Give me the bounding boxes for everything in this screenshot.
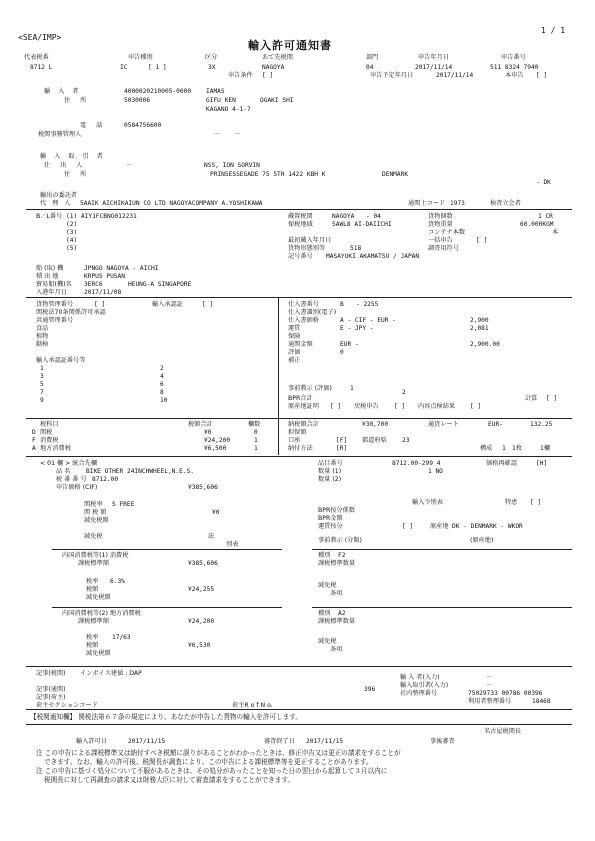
- local-qty-label: 課税標準数量: [318, 618, 356, 625]
- dest-office-label: あて先税関: [262, 54, 293, 61]
- bpr-label: BPR合計: [288, 395, 313, 402]
- perm-number-right: 4: [160, 373, 164, 380]
- remark-common-value: 396: [364, 686, 376, 693]
- arrive-date: 2017/11/08: [84, 289, 122, 296]
- local-amount-label: 税額: [86, 642, 99, 649]
- note2: 注 この申告に基づく処分について不服があるときは、その処分があったことを知った日の翌日から起算して３月以内に: [36, 767, 388, 775]
- loading-label: 積 出 地: [36, 273, 59, 280]
- consumption-type-label: 種別: [318, 552, 331, 559]
- origin-value: DK - DENMARK - WKOR: [452, 523, 523, 530]
- bl-entry: (2): [66, 221, 78, 228]
- post-label: 事後審査: [430, 738, 455, 745]
- tax-row-amount: ¥0: [204, 429, 212, 436]
- qty1-value: 1 NO: [428, 468, 443, 475]
- tax-amount-value: ¥0: [212, 509, 220, 516]
- user-no-label: 利用者整理番号: [468, 698, 512, 705]
- trader-label: 輸 入 取 引 者: [40, 153, 106, 160]
- reduce-label: 減免税額: [84, 517, 109, 524]
- sched-label: 別表: [226, 541, 239, 548]
- freight-label: 運賃: [288, 325, 301, 332]
- importer-addr-label: 住 所: [64, 97, 91, 104]
- loading-value: KRPUS PUSAN: [84, 273, 125, 280]
- broker-code-label: 通関士コード: [408, 200, 446, 207]
- adjust-label: 通関金額: [288, 341, 313, 348]
- bl-entry: (3): [66, 229, 78, 236]
- permit-label: 貨物管理番号: [36, 301, 74, 308]
- pay-value: [R]: [336, 445, 348, 452]
- local-amount-value: ¥6,530: [188, 642, 211, 649]
- notice-text: 【税関通知欄】 関税法第６７条の規定により、あなたが申告した貨物の輸入を許可します。: [30, 713, 302, 721]
- tax-divider: [278, 419, 279, 455]
- consignor-country: DENMARK: [382, 171, 409, 178]
- import-input-label: 輸 入 者(入力): [400, 674, 440, 681]
- decl-no: 511 8324 7940: [490, 64, 539, 71]
- arrive-label: 入港年月日: [36, 289, 67, 296]
- insurance-label: 保険: [288, 333, 301, 340]
- common-label: 共通管理番号: [36, 317, 74, 324]
- perm-number-right: 2: [160, 365, 164, 372]
- decl-date: 2017/11/14: [415, 64, 453, 71]
- cif-value: ¥385,606: [188, 484, 218, 491]
- price-label: 価格再確認: [486, 460, 517, 467]
- import-date-value: －: [486, 682, 493, 689]
- consignor-addr: PRINSESSEGADE 75 5TH 1422 KBH K: [210, 171, 326, 178]
- weight-value: 60.000KGM: [520, 221, 554, 228]
- agent-cd-label: 代表税番: [24, 54, 49, 61]
- dest-office-value: NAGOYA: [262, 64, 285, 71]
- consignor-dash: －: [126, 162, 133, 169]
- consumption-rate-value: 6.3%: [110, 578, 125, 585]
- storage-label: 蔵置税関: [288, 213, 313, 220]
- agent-name: 5AAIK AICHIKAIUN CO LTD NAGOYACOMPANY A.YOSHIKAWA: [80, 200, 263, 207]
- port-label: 口座: [288, 437, 301, 444]
- consignor-addr-label: 住 所: [64, 171, 91, 178]
- ref-label: 荷主R o f N o.: [232, 702, 273, 709]
- perm-number-left: 5: [40, 381, 44, 388]
- consumption-reduce-label: 減免税額: [86, 594, 111, 601]
- divider-shipment: [26, 297, 572, 298]
- qty2-label: 数量 (2): [318, 476, 342, 483]
- item-header: < 01 欄 > 統合先欄: [40, 460, 98, 467]
- invoice-price-label: 仕入書価格: [288, 317, 319, 324]
- invoice-elec-label: 仕入書識別(電子): [288, 309, 337, 316]
- special-label: 特恵: [505, 499, 518, 506]
- planned-label: 申告予定年月日: [370, 72, 414, 79]
- consumption-clause-label: 条項: [330, 590, 343, 597]
- importer-addr3: KAGANO 4-1-7: [206, 106, 251, 113]
- container-unit: 本: [552, 229, 559, 236]
- tax-rate-value: S FREE: [112, 501, 135, 508]
- security-label: 担保額: [288, 429, 307, 436]
- ship-name: HEUNG-A SINGAPORE: [128, 281, 192, 288]
- cif-label: 申告価格 (CIF): [56, 484, 98, 491]
- main-label: 本申告: [505, 72, 524, 79]
- tax-amount-header: 税額合計: [188, 421, 213, 428]
- consumption-type-value: F2: [338, 552, 346, 559]
- tax-row-name: 消費税: [40, 437, 59, 444]
- rep-label: 補正: [288, 357, 301, 364]
- vessel-label: 船 (取) 機: [36, 265, 64, 272]
- collective-value: [ ]: [476, 237, 488, 244]
- consumption-heading: 内国消費税等(1) 消費税: [62, 552, 129, 559]
- pay-label: 納付方法: [288, 445, 313, 452]
- decl-type-label: 申告種別: [128, 54, 153, 61]
- total-label: 納税額合計: [288, 421, 319, 428]
- remark-tax-value: インボイス建値 : DAP: [80, 670, 142, 677]
- divider-footer: [26, 666, 572, 667]
- office-no-value: 75029733 00786 00396: [468, 690, 543, 697]
- exempt-label: 減免税: [84, 533, 103, 540]
- divider-perm: [26, 418, 572, 419]
- perm-no-label: 輸入承認証番号等: [36, 357, 86, 364]
- storage-code: - 04: [366, 213, 381, 220]
- tax-item-header: 税科目: [40, 421, 59, 428]
- invoice-price-code: A - CIF - EUR -: [340, 317, 396, 324]
- category-value: 3X: [208, 64, 216, 71]
- importer-name: IAMAS: [206, 88, 225, 95]
- local-reduce-label: 減免税額: [86, 650, 111, 657]
- rate-currency: EUR-: [488, 421, 503, 428]
- consignor-suffix: - DK: [536, 179, 551, 186]
- divider-consumption-right: [312, 549, 572, 550]
- pre70-label: 関税法70条関係許可承認: [36, 309, 106, 316]
- adjust-value: 2,900.00: [470, 341, 500, 348]
- planned-date: 2017/11/14: [436, 72, 474, 79]
- permit-value: [ ]: [94, 301, 106, 308]
- consumption-base-value: ¥385,606: [188, 560, 218, 567]
- goods-label: 貨物個数: [428, 213, 453, 220]
- document-title: 輸入許可通知書: [248, 39, 332, 52]
- price-value: [H]: [536, 460, 548, 467]
- desc-value: BIKE OTHER 24INCHWHEEL,N.E.S.: [86, 468, 195, 475]
- tel-value: 0584756600: [124, 122, 162, 129]
- tax-row-code: A: [32, 445, 36, 452]
- bpr-alloc-label: BPR按分係数: [318, 507, 356, 514]
- invoice-price: 2,900: [470, 317, 489, 324]
- perm-number-left: 1: [40, 365, 44, 372]
- tax-row-count: 1: [254, 445, 258, 452]
- decl-type: IC: [120, 64, 128, 71]
- note1b: できます。なお、輸入の許可後、税関長が調査により、この申告による課税標準等を更正することがあります。: [44, 758, 373, 766]
- remark-tax-label: 記事(税関): [36, 670, 66, 677]
- total-value: ¥30,700: [362, 421, 389, 428]
- form-code: 518: [350, 245, 362, 252]
- cond-label: 申告条件: [228, 72, 253, 79]
- bl-entry: (1) AIY1FCBNG012231: [66, 213, 137, 220]
- qty1-label: 数量 (1): [318, 468, 342, 475]
- perm-number-right: 6: [160, 381, 164, 388]
- hs-value: 8712.00: [92, 476, 119, 483]
- prior2-label: 事前教示 (分類): [318, 537, 362, 544]
- rate-value: 132.25: [530, 421, 553, 428]
- perm-number-right: 10: [160, 397, 168, 404]
- local-base-label: 課税標準額: [78, 618, 109, 625]
- import-perm-label: 輸入承認証: [152, 301, 183, 308]
- vessel-value: JPNGO NAGOYA - AICHI: [84, 265, 159, 272]
- port-value: [F]: [336, 437, 348, 444]
- tel-label: 電 話: [80, 122, 107, 129]
- prior2-value: (原産地): [470, 537, 494, 544]
- pref-value: 23: [402, 437, 410, 444]
- prior-label: 事前教示 (評価): [288, 385, 332, 392]
- eval-value: 0: [340, 349, 344, 356]
- weight-label: 貨物重量: [428, 221, 453, 228]
- tax-row-amount: ¥6,500: [204, 445, 227, 452]
- remark-label: 記号番号: [288, 253, 313, 260]
- category-label: 区分: [205, 54, 218, 61]
- freight-value: 2,081: [470, 325, 489, 332]
- bl-entry: (4): [66, 237, 78, 244]
- tax-row-count: 1: [254, 437, 258, 444]
- local-exempt-label: 減免税: [318, 638, 337, 645]
- perm-number-right: 8: [160, 389, 164, 396]
- divider-tax: [26, 456, 572, 457]
- perm-divider: [278, 298, 279, 418]
- tax-row-code: F: [32, 437, 36, 444]
- origin-label: 原産地: [430, 523, 449, 530]
- remark-importer-label: 記事(荷主): [36, 694, 66, 701]
- importer-postcode: 5030006: [124, 97, 151, 104]
- invoice-no-label: 仕入書番号: [288, 301, 319, 308]
- user-no-value: 18468: [532, 698, 551, 705]
- perm-number-left: 9: [40, 397, 44, 404]
- divider-notice: [26, 709, 572, 710]
- fare-value: [ ]: [402, 523, 414, 530]
- import-date-label: 輸入取引者(入力): [400, 682, 449, 689]
- tax-row-name: 地方消費税: [40, 445, 71, 452]
- tax-rate-label: 関税率: [84, 501, 103, 508]
- deduct-value: [ ]: [394, 403, 406, 410]
- adjust-code: EUR -: [340, 341, 359, 348]
- tax-agent-label: 税関事務管理人: [38, 131, 82, 138]
- divider-notice-bottom: [26, 724, 572, 725]
- local-type-value: A2: [338, 610, 346, 617]
- decl-type-flag: [ 1 ]: [148, 64, 167, 71]
- consumption-amount-value: ¥24,255: [188, 586, 215, 593]
- form-code: <SEA/IMP>: [18, 33, 62, 42]
- section-value: 04: [366, 64, 374, 71]
- num-label: 構成: [480, 445, 493, 452]
- tax-agent-value2: －: [234, 131, 241, 138]
- ship-code: 3ERC6: [84, 281, 103, 288]
- food-label: 食品: [36, 325, 49, 332]
- tax-row-code: D: [32, 429, 36, 436]
- deduct-label: 戻税申告: [354, 403, 379, 410]
- consignor-name: NSS, ION SORVIN: [204, 162, 260, 169]
- collective-label: 一括申告: [428, 237, 453, 244]
- importer-code: 4000020210005-0000: [124, 88, 192, 95]
- special-value: [ ]: [530, 499, 542, 506]
- consumption-rate-label: 税率: [86, 578, 99, 585]
- perm-number-left: 3: [40, 373, 44, 380]
- contents-value: [ ]: [470, 403, 482, 410]
- page-number: 1 / 1: [541, 26, 566, 35]
- note1: 注 この申告による課税標準又は納付すべき税額に誤りがあることがわかったときは、修正申告又は更正の請求をすることが: [36, 749, 401, 757]
- num-value: 1: [502, 445, 506, 452]
- consumption-exempt-label: 減免税: [318, 582, 337, 589]
- freight-code: E - JPY -: [340, 325, 374, 332]
- tax-amount-label: 関 税 額: [84, 509, 107, 516]
- local-rate-label: 税率: [86, 634, 99, 641]
- bonded-value: 5AWL8 AI-DAIICHI: [332, 221, 392, 228]
- exporter-label: 輸出の委託者: [40, 192, 78, 199]
- entry-label: 調査用符号: [428, 245, 459, 252]
- contents-label: 内容点検結果: [418, 403, 456, 410]
- law-label: 法: [208, 533, 215, 540]
- goods-count: 1 CR: [538, 213, 553, 220]
- local-base-value: ¥24,200: [188, 618, 215, 625]
- bl-label: B／L番号: [36, 213, 63, 220]
- bpr-amt-label: BPR金額: [318, 515, 343, 522]
- bonded-label: 保税地域: [288, 221, 313, 228]
- remark-value: MASAYUKI AKAMATSU / JAPAN: [326, 253, 420, 260]
- invoice-no-type: B: [340, 301, 344, 308]
- inspect-label: 検査立会者: [490, 200, 521, 207]
- pages-value: 1欄: [540, 445, 551, 452]
- remark-common-label: 記事(通関): [36, 686, 66, 693]
- section-label: 部門: [366, 54, 379, 61]
- arrival-label: 最初蔵入年月日: [288, 237, 332, 244]
- agent-label: 代 理 人: [40, 200, 73, 207]
- local-clause-label: 条項: [330, 646, 343, 653]
- calc-value: [ ]: [546, 395, 558, 402]
- local-heading: 内国消費税等(2) 地方消費税: [62, 610, 141, 617]
- divider-local: [52, 607, 282, 608]
- tax-count-header: 欄数: [248, 421, 261, 428]
- note2b: 税関長に対して再調査の請求又は財務大臣に対して審査請求をすることができます。: [44, 776, 295, 784]
- import-sched-label: 輸入令別表: [412, 499, 443, 506]
- decl-no-label: 申告番号: [501, 54, 526, 61]
- tax-row-name: 関税: [40, 429, 53, 436]
- desc-label: 品 名: [56, 468, 71, 475]
- permit-date: 2017/11/15: [128, 738, 166, 745]
- review-label: 審査終了日: [264, 738, 295, 745]
- calc-label: 計算: [525, 395, 538, 402]
- broker-code: 1973: [450, 200, 465, 207]
- consumption-qty-label: 課税標準数量: [318, 560, 356, 567]
- perm-number-left: 7: [40, 389, 44, 396]
- agent-cd: 8712 L: [30, 64, 53, 71]
- consumption-amount-label: 税額: [86, 586, 99, 593]
- invoice-no: - 2255: [356, 301, 379, 308]
- tax-row-amount: ¥24,200: [204, 437, 231, 444]
- fare-label: 運賃按分: [318, 523, 343, 530]
- form-label: 貨物形態別等: [288, 245, 326, 252]
- storage-value: NAGOYA: [332, 213, 355, 220]
- eval-label: 評価: [288, 349, 301, 356]
- prior-value2: 2: [402, 389, 406, 396]
- rate-label: 通貨レート: [428, 421, 459, 428]
- ship-label: 貿易船(機)名: [36, 281, 72, 288]
- divider-local-right: [312, 607, 572, 608]
- pref-label: 都道府県: [362, 437, 387, 444]
- consumption-base-label: 課税標準額: [78, 560, 109, 567]
- review-date: 2017/11/15: [306, 738, 344, 745]
- tax-row-count: 0: [254, 429, 258, 436]
- prior-value1: 1: [350, 385, 354, 392]
- importer-label: 輸 入 者: [44, 88, 82, 95]
- main-value: [ ]: [536, 72, 548, 79]
- office-name: 名古屋税関長: [484, 728, 522, 735]
- permit-date-label: 輸入許可日: [76, 738, 107, 745]
- office-no-label: 社内整理番号: [400, 690, 438, 697]
- tax-agent-value: －: [214, 131, 221, 138]
- item-no-label: 品目番号: [318, 460, 343, 467]
- origin-cert-label: 原産地証明: [288, 403, 319, 410]
- decl-date-label: 申告年月日: [418, 54, 449, 61]
- local-type-label: 種別: [318, 610, 331, 617]
- divider-top: [26, 209, 572, 210]
- importer-addr2: OGAKI SHI: [260, 97, 294, 104]
- plant-label: 植物: [36, 333, 49, 340]
- consignor-label: 仕 出 人: [44, 162, 87, 169]
- container-label: コンテナ本数: [428, 229, 466, 236]
- animal-label: 動検: [36, 341, 49, 348]
- pages-label: 1枚: [512, 445, 523, 452]
- cond-value: [ ]: [262, 72, 274, 79]
- import-perm-value: [ ]: [202, 301, 214, 308]
- import-input-value: －: [486, 674, 493, 681]
- section-code-label: 荷主セクションコード: [36, 702, 98, 709]
- origin-cert-value: [ ]: [330, 403, 342, 410]
- bl-entry: (5): [66, 245, 78, 252]
- hs-label: 税 番 番 号: [56, 476, 87, 483]
- item-no: 8712.00-299 4: [392, 460, 441, 467]
- local-rate-value: 17/63: [112, 634, 131, 641]
- divider-consumption: [52, 549, 282, 550]
- importer-addr1: GIFU KEN: [206, 97, 236, 104]
